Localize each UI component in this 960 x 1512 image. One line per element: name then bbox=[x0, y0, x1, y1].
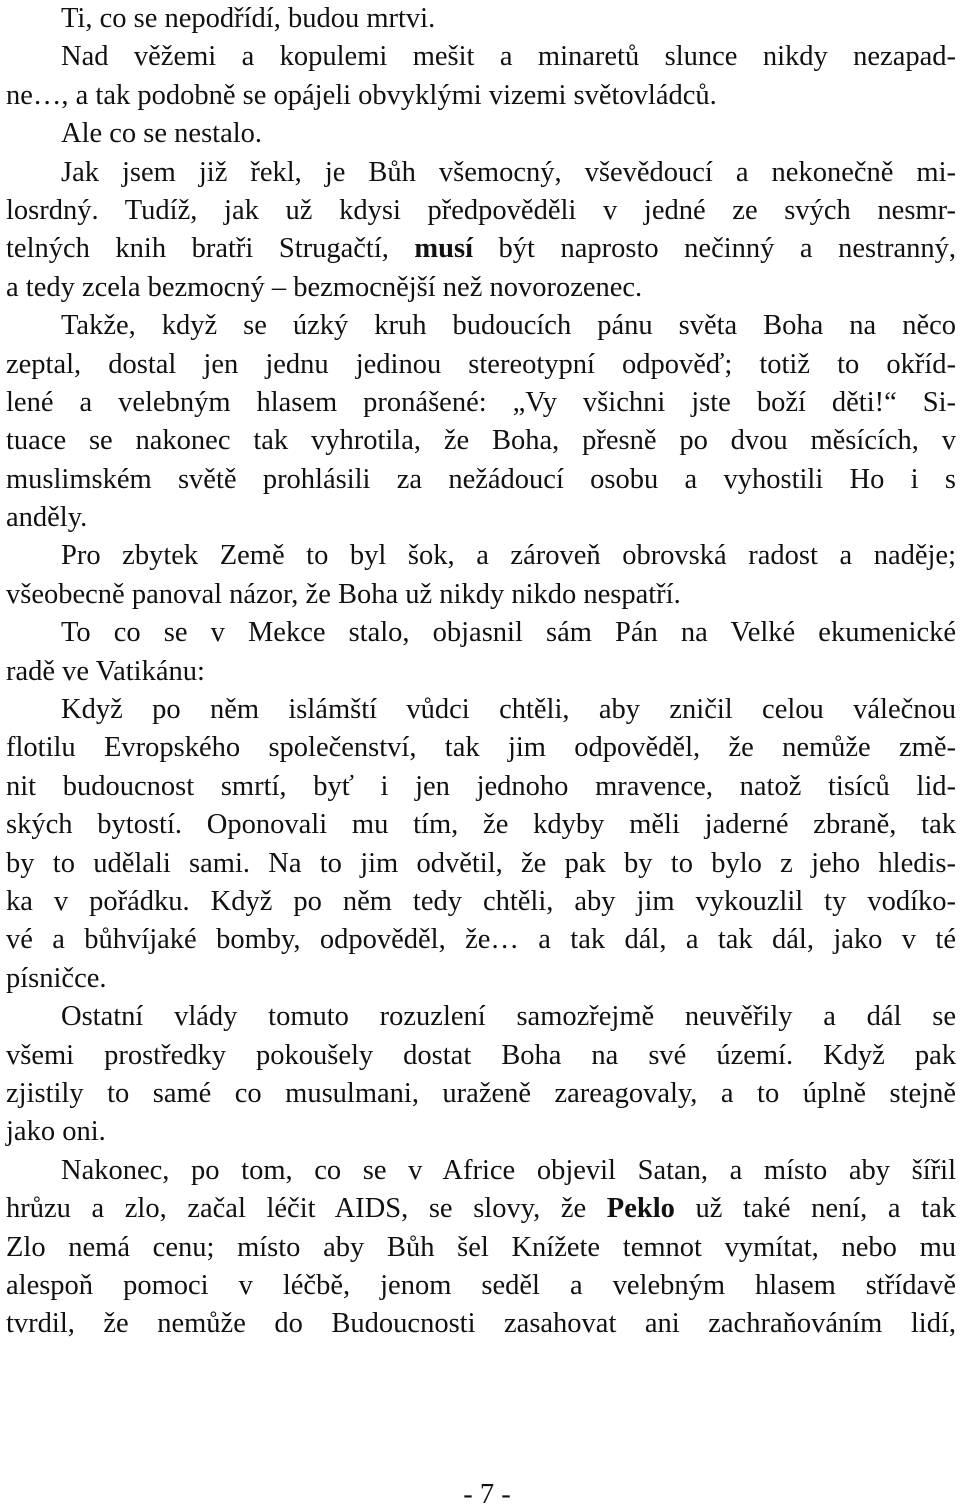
paragraph-line: ne…, a tak podobně se opájeli obvyklými vizemi světovládců. bbox=[6, 79, 717, 111]
bold-word: Peklo bbox=[606, 1193, 675, 1225]
paragraph-line: všeobecně panoval názor, že Boha už nikdy nikdo nespatří. bbox=[6, 578, 681, 610]
paragraph-line: Pro zbytek Země to byl šok, a zároveň obrovská radost a naděje; bbox=[61, 540, 956, 572]
paragraph-line: Když po něm islámští vůdci chtěli, aby zničil celou válečnou bbox=[61, 694, 956, 726]
paragraph-line: jako oni. bbox=[6, 1116, 106, 1148]
paragraph-line-with-emphasis bbox=[6, 230, 956, 268]
paragraph-line: Ti, co se nepodřídí, budou mrtvi. bbox=[61, 3, 436, 34]
paragraph-line: zjistily to samé co musulmani, uraženě zareagovaly, a to úplně stejně bbox=[6, 1077, 956, 1109]
paragraph-line: To co se v Mekce stalo, objasnil sám Pán na Velké ekumenické bbox=[61, 617, 956, 649]
paragraph-line: anděly. bbox=[6, 502, 88, 534]
paragraph-line: Nakonec, po tom, co se v Africe objevil Satan, a místo aby šířil bbox=[61, 1154, 956, 1186]
paragraph-line: nit budoucnost smrtí, byť i jen jednoho mravence, natož tisíců lid- bbox=[6, 770, 956, 802]
text-run: hrůzu a zlo, začal léčit AIDS, se slovy, že bbox=[6, 1193, 607, 1225]
paragraph-line: lené a velebným hlasem pronášené: „Vy všichni jste boží děti!“ Si- bbox=[6, 386, 956, 418]
paragraph-line: zeptal, dostal jen jednu jedinou stereotypní odpověď; totiž to okříd- bbox=[6, 348, 956, 380]
paragraph-line: ka v pořádku. Když po něm tedy chtěli, aby jim vykouzlil ty vodíko- bbox=[6, 885, 956, 917]
page-number: - 7 - bbox=[463, 1479, 511, 1510]
paragraph-line: Nad věžemi a kopulemi mešit a minaretů slunce nikdy nezapad- bbox=[61, 41, 956, 73]
text-run: už také není, a tak bbox=[674, 1193, 956, 1225]
paragraph-line: ských bytostí. Oponovali mu tím, že kdyby měli jaderné zbraně, tak bbox=[6, 809, 956, 841]
paragraph-line: a tedy zcela bezmocný – bezmocnější než novorozenec. bbox=[6, 271, 643, 303]
paragraph-line: Takže, když se úzký kruh budoucích pánu světa Boha na něco bbox=[61, 310, 956, 342]
paragraph-line: vé a bůhvíjaké bomby, odpověděl, že… a tak dál, a tak dál, jako v té bbox=[6, 924, 956, 956]
paragraph-line: tvrdil, že nemůže do Budoucnosti zasahovat ani zachraňováním lidí, bbox=[6, 1308, 956, 1340]
paragraph-line: flotilu Evropského společenství, tak jim odpověděl, že nemůže změ- bbox=[6, 732, 956, 764]
paragraph-line: Zlo nemá cenu; místo aby Bůh šel Knížete temnot vymítat, nebo mu bbox=[6, 1231, 956, 1263]
paragraph-line-with-emphasis bbox=[6, 1190, 956, 1228]
document-page bbox=[6, 0, 956, 1344]
paragraph-line: radě ve Vatikánu: bbox=[6, 655, 205, 687]
text-run: být naprosto nečinný a nestranný, bbox=[498, 233, 957, 265]
paragraph-line: Ostatní vlády tomuto rozuzlení samozřejmě neuvěřily a dál se bbox=[61, 1001, 956, 1033]
paragraph-line: by to udělali sami. Na to jim odvětil, že pak by to bylo z jeho hledis- bbox=[6, 847, 956, 879]
paragraph-line: losrdný. Tudíž, jak už kdysi předpověděli v jedné ze svých nesmr- bbox=[6, 194, 956, 226]
paragraph-line: alespoň pomoci v léčbě, jenom seděl a velebným hlasem střídavě bbox=[6, 1269, 956, 1301]
bold-word: musí bbox=[414, 233, 474, 265]
paragraph-line: všemi prostředky pokoušely dostat Boha na své území. Když pak bbox=[6, 1039, 956, 1071]
paragraph-line: tuace se nakonec tak vyhrotila, že Boha, přesně po dvou měsících, v bbox=[6, 425, 956, 457]
paragraph-line: písničce. bbox=[6, 962, 107, 994]
paragraph-line: Jak jsem již řekl, je Bůh všemocný, vševědoucí a nekonečně mi- bbox=[61, 156, 956, 188]
paragraph-line: muslimském světě prohlásili za nežádoucí osobu a vyhostili Ho i s bbox=[6, 463, 956, 495]
paragraph-line: Ale co se nestalo. bbox=[61, 118, 263, 150]
text-run: telných knih bratři Strugačtí, bbox=[6, 233, 415, 265]
